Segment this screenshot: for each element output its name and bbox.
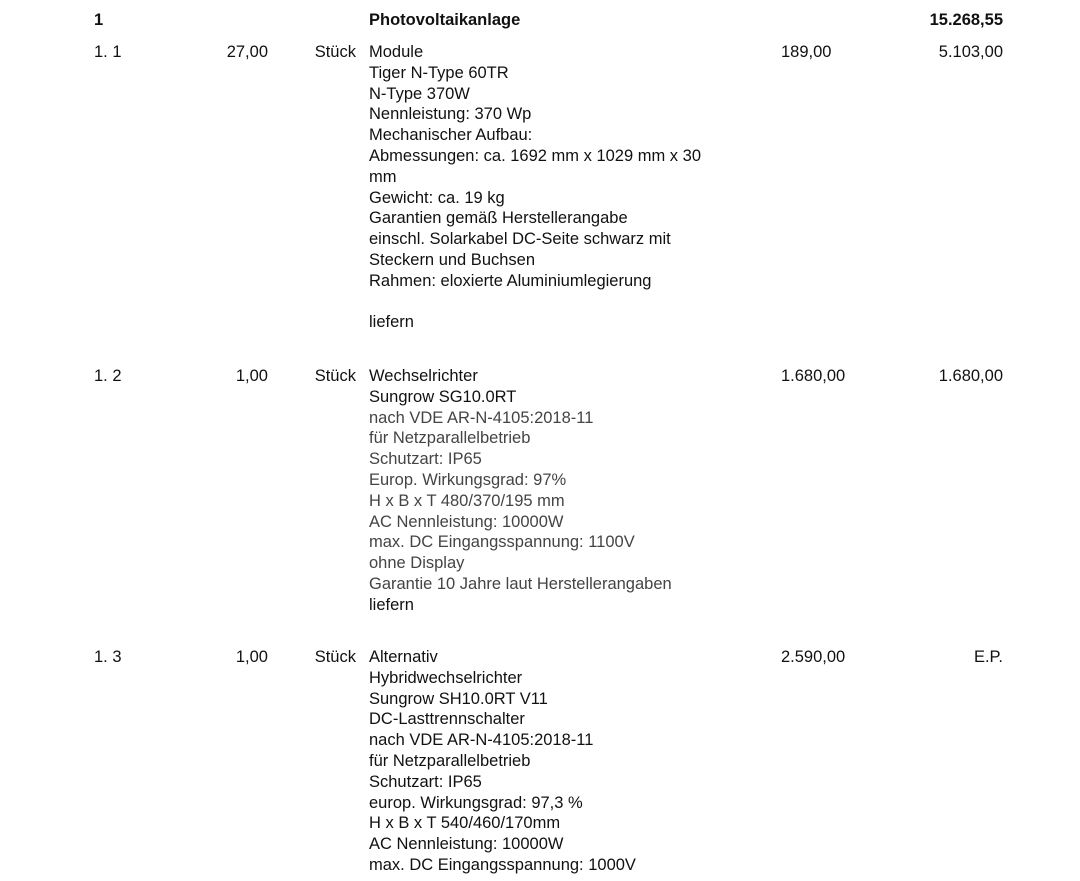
description-line: Garantie 10 Jahre laut Herstellerangaben bbox=[369, 574, 672, 593]
description-line: Mechanischer Aufbau: bbox=[369, 126, 533, 145]
item-quantity: 27,00 bbox=[226, 43, 268, 61]
item-unit: Stück bbox=[314, 367, 356, 385]
description-line: Hybridwechselrichter bbox=[369, 668, 523, 687]
description-line: Europ. Wirkungsgrad: 97% bbox=[369, 470, 567, 489]
description-line: liefern bbox=[369, 313, 414, 332]
description-line: H x B x T 540/460/170mm bbox=[369, 814, 561, 833]
item-quantity: 1,00 bbox=[235, 648, 268, 666]
item-description bbox=[369, 42, 701, 333]
description-line: nach VDE AR-N-4105:2018-11 bbox=[369, 731, 594, 750]
item-position: 1. 3 bbox=[94, 648, 122, 666]
item-unit: Stück bbox=[314, 648, 356, 666]
description-line: für Netzparallelbetrieb bbox=[369, 751, 531, 770]
description-line: mm bbox=[369, 167, 397, 186]
group-title: Photovoltaikanlage bbox=[369, 11, 521, 29]
description-line: nach VDE AR-N-4105:2018-11 bbox=[369, 408, 594, 427]
description-line: Garantien gemäß Herstellerangabe bbox=[369, 209, 628, 228]
description-line: Schutzart: IP65 bbox=[369, 450, 482, 469]
description-line: Abmessungen: ca. 1692 mm x 1029 mm x 30 bbox=[369, 146, 701, 165]
item-quantity: 1,00 bbox=[235, 367, 268, 385]
description-line: max. DC Eingangsspannung: 1000V bbox=[369, 855, 636, 874]
description-line: ohne Display bbox=[369, 554, 465, 573]
item-unit-price: 2.590,00 bbox=[781, 648, 846, 666]
description-line: N-Type 370W bbox=[369, 84, 470, 103]
description-line: Module bbox=[369, 43, 424, 61]
item-total-price: 1.680,00 bbox=[938, 367, 1003, 385]
description-line: Rahmen: eloxierte Aluminiumlegierung bbox=[369, 271, 652, 290]
item-description bbox=[369, 647, 636, 876]
description-line: Nennleistung: 370 Wp bbox=[369, 105, 532, 124]
description-line: europ. Wirkungsgrad: 97,3 % bbox=[369, 793, 583, 812]
item-unit-price: 1.680,00 bbox=[781, 367, 846, 385]
description-line: AC Nennleistung: 10000W bbox=[369, 512, 564, 531]
item-unit-price: 189,00 bbox=[781, 43, 832, 61]
description-blank-line bbox=[369, 292, 701, 313]
description-line: Sungrow SH10.0RT V11 bbox=[369, 689, 548, 708]
description-line: Schutzart: IP65 bbox=[369, 772, 482, 791]
description-line: für Netzparallelbetrieb bbox=[369, 429, 531, 448]
description-line: liefern bbox=[369, 595, 414, 614]
item-unit: Stück bbox=[314, 43, 356, 61]
item-position: 1. 1 bbox=[94, 43, 122, 61]
item-total-price: E.P. bbox=[973, 648, 1003, 666]
description-line: Steckern und Buchsen bbox=[369, 250, 536, 269]
description-line: Alternativ bbox=[369, 648, 438, 666]
description-line: Wechselrichter bbox=[369, 367, 478, 385]
item-position: 1. 2 bbox=[94, 367, 122, 385]
description-line: max. DC Eingangsspannung: 1100V bbox=[369, 533, 635, 552]
description-line: Tiger N-Type 60TR bbox=[369, 63, 509, 82]
group-position: 1 bbox=[94, 11, 104, 29]
description-line: H x B x T 480/370/195 mm bbox=[369, 491, 565, 510]
description-line: Gewicht: ca. 19 kg bbox=[369, 188, 505, 207]
description-line: DC-Lasttrennschalter bbox=[369, 710, 525, 729]
description-line: AC Nennleistung: 10000W bbox=[369, 835, 564, 854]
item-description bbox=[369, 366, 672, 616]
description-line: einschl. Solarkabel DC-Seite schwarz mit bbox=[369, 230, 671, 249]
description-line: Sungrow SG10.0RT bbox=[369, 387, 517, 406]
group-total: 15.268,55 bbox=[929, 11, 1003, 29]
item-total-price: 5.103,00 bbox=[938, 43, 1003, 61]
